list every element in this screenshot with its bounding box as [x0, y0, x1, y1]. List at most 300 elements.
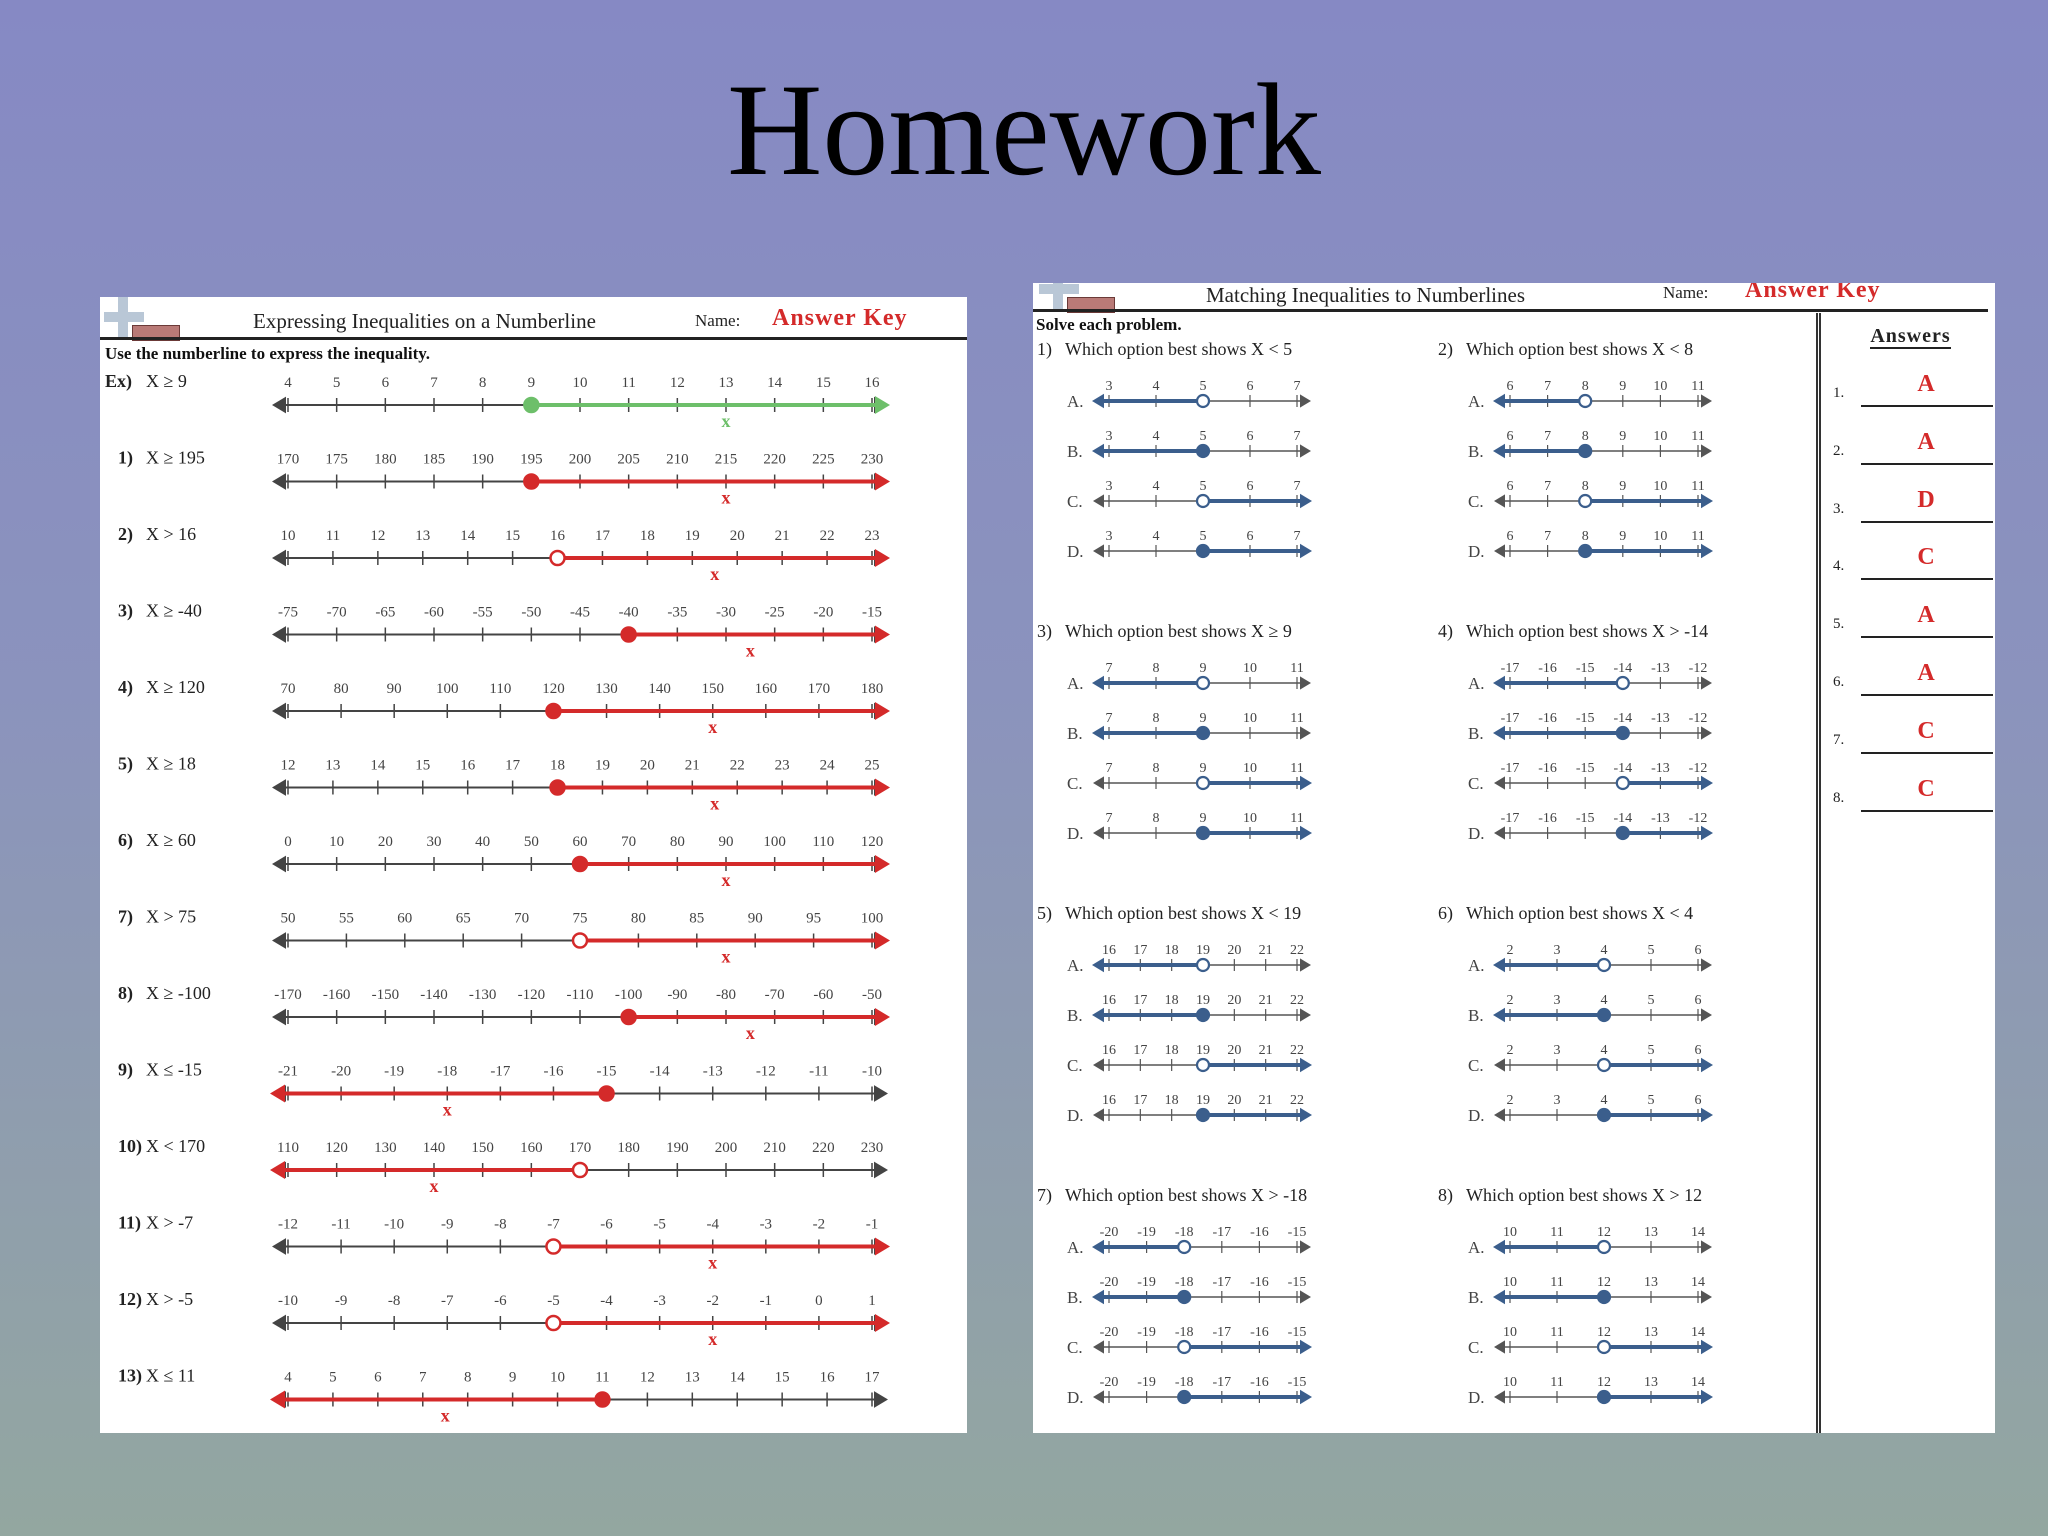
solution-arrow-icon	[270, 1391, 285, 1409]
tick-label: -18	[1174, 1275, 1194, 1290]
answer-number: 8.	[1833, 789, 1845, 806]
answer-underline	[1861, 694, 1993, 696]
tick-label: 205	[617, 451, 640, 468]
problem-number: 5)	[1037, 903, 1052, 923]
right-arrow-icon	[874, 1085, 888, 1102]
tick-label: 20	[1227, 1043, 1242, 1058]
tick-label: -12	[1688, 661, 1708, 676]
right-arrow-icon	[1701, 958, 1712, 971]
solution-x-mark: x	[745, 1023, 755, 1043]
inequality-text: X ≥ -40	[146, 600, 202, 621]
solution-x-mark: x	[710, 793, 720, 814]
option-letter: C.	[1468, 492, 1484, 511]
tick-label: 6	[1506, 479, 1514, 494]
closed-point	[551, 781, 565, 795]
answer-value: A	[1917, 602, 1935, 629]
problem-number: 2)	[1438, 339, 1453, 359]
tick-label: 7	[1544, 379, 1552, 394]
tick-label: 1	[868, 1293, 876, 1309]
tick-label: -120	[517, 987, 546, 1003]
tick-label: 20	[377, 834, 393, 850]
tick-label: 13	[1644, 1225, 1658, 1240]
right-arrow-icon	[1701, 444, 1712, 457]
tick-label: 5	[1199, 479, 1207, 494]
solution-arrow-icon	[1493, 676, 1505, 690]
tick-label: 5	[1199, 379, 1207, 394]
tick-label: 3	[1553, 1093, 1561, 1108]
answer-option	[1067, 1043, 1312, 1075]
inequality-text: X > -5	[146, 1289, 194, 1309]
tick-label: 6	[1506, 379, 1514, 394]
tick-label: -12	[755, 1063, 776, 1080]
tick-label: -16	[1250, 1375, 1269, 1390]
question-text: Which option best shows X < 4	[1466, 903, 1694, 923]
tick-label: -1	[865, 1216, 879, 1233]
tick-label: -15	[1287, 1375, 1307, 1390]
solution-arrow-icon	[1300, 1108, 1312, 1122]
right-arrow-icon	[1300, 444, 1311, 457]
tick-label: -6	[494, 1293, 507, 1309]
name-label: Name:	[695, 311, 741, 330]
tick-label: 200	[714, 1140, 738, 1156]
tick-label: -8	[387, 1293, 401, 1309]
closed-point	[1617, 727, 1629, 739]
answer-option	[1468, 1225, 1712, 1257]
answer-number: 2.	[1833, 442, 1845, 459]
numberline-problem	[118, 907, 890, 967]
solution-x-mark: x	[708, 1252, 718, 1273]
tick-label: -100	[614, 987, 643, 1003]
tick-label: 11	[1691, 429, 1705, 444]
solution-arrow-icon	[875, 549, 890, 567]
tick-label: -13	[702, 1063, 723, 1080]
closed-point	[622, 1010, 636, 1024]
tick-label: 16	[1102, 943, 1116, 958]
tick-label: -10	[862, 1063, 882, 1080]
tick-label: 9	[1199, 761, 1207, 776]
tick-label: 6	[1694, 943, 1702, 958]
open-point	[1598, 1241, 1610, 1253]
instructions: Solve each problem.	[1036, 315, 1182, 334]
tick-label: -17	[490, 1063, 511, 1080]
option-letter: C.	[1468, 1338, 1484, 1357]
tick-label: 7	[1293, 529, 1301, 544]
solution-arrow-icon	[1701, 776, 1713, 790]
answer-row	[1821, 371, 1995, 411]
tick-label: 90	[747, 910, 763, 927]
answer-value: A	[1917, 428, 1935, 455]
tick-label: 8	[1581, 429, 1589, 444]
answer-number: 6.	[1833, 674, 1845, 690]
tick-label: -6	[600, 1216, 613, 1233]
answer-underline	[1861, 463, 1993, 465]
matching-problem	[1037, 1185, 1312, 1407]
answer-option	[1067, 1375, 1312, 1407]
tick-label: -9	[334, 1293, 348, 1309]
open-point	[1579, 495, 1591, 507]
inequality-text: X ≥ 120	[146, 677, 205, 697]
numberline-problem	[118, 524, 890, 584]
tick-label: -14	[649, 1063, 670, 1080]
tick-label: 120	[325, 1140, 348, 1156]
tick-label: 13	[684, 1369, 700, 1386]
tick-label: 14	[729, 1369, 745, 1386]
answer-value: C	[1917, 544, 1935, 571]
tick-label: 22	[1290, 943, 1304, 958]
open-point	[1598, 959, 1610, 971]
solution-arrow-icon	[1701, 826, 1713, 840]
closed-point	[595, 1393, 609, 1407]
numberline-problem	[105, 371, 890, 431]
answer-number: 4.	[1833, 558, 1845, 575]
answer-option	[1067, 761, 1312, 793]
tick-label: 3	[1105, 529, 1113, 544]
tick-label: 15	[505, 528, 521, 544]
problem-number: 7)	[1037, 1185, 1052, 1205]
tick-label: 190	[471, 451, 494, 468]
tick-label: 50	[523, 834, 539, 850]
tick-label: 11	[1550, 1325, 1564, 1340]
right-arrow-icon	[1300, 1008, 1311, 1021]
answer-option	[1468, 1275, 1712, 1307]
tick-label: -20	[1099, 1375, 1119, 1390]
tick-label: 18	[1164, 943, 1179, 958]
solution-arrow-icon	[1300, 1390, 1312, 1404]
open-point	[1178, 1341, 1190, 1353]
tick-label: 10	[1243, 761, 1257, 776]
tick-label: 9	[1619, 379, 1627, 394]
right-arrow-icon	[1701, 394, 1712, 407]
tick-label: 11	[1550, 1275, 1564, 1290]
answer-key-label: Answer Key	[772, 305, 908, 331]
tick-label: -4	[600, 1293, 613, 1309]
question-text: Which option best shows X < 8	[1466, 339, 1694, 359]
tick-label: 170	[568, 1140, 592, 1156]
solution-x-mark: x	[721, 946, 731, 967]
left-arrow-icon	[272, 397, 286, 414]
tick-label: -160	[322, 987, 351, 1003]
option-letter: B.	[1067, 1288, 1083, 1307]
solution-arrow-icon	[875, 779, 890, 797]
tick-label: 230	[860, 1140, 884, 1156]
tick-label: 19	[1196, 943, 1210, 958]
answer-option	[1468, 479, 1713, 511]
closed-point	[1598, 1009, 1610, 1021]
solution-arrow-icon	[875, 626, 890, 644]
answer-option	[1067, 711, 1311, 743]
tick-label: -16	[1250, 1225, 1269, 1240]
closed-point	[1178, 1291, 1190, 1303]
tick-label: -8	[494, 1216, 507, 1233]
tick-label: 10	[1653, 529, 1668, 544]
tick-label: 9	[1619, 529, 1627, 544]
solution-arrow-icon	[1092, 394, 1104, 408]
answer-underline	[1861, 752, 1993, 754]
tick-label: 210	[763, 1140, 786, 1156]
tick-label: 14	[1691, 1325, 1705, 1340]
solution-arrow-icon	[875, 473, 890, 491]
answer-option	[1468, 1325, 1713, 1357]
tick-label: -16	[1538, 661, 1557, 676]
tick-label: -70	[764, 987, 785, 1003]
answer-row	[1821, 718, 1995, 758]
left-arrow-icon	[1494, 776, 1505, 789]
name-label: Name:	[1663, 283, 1709, 302]
solution-x-mark: x	[708, 1329, 718, 1349]
solution-x-mark: x	[721, 487, 731, 508]
tick-label: 15	[415, 757, 431, 774]
numberline-problem	[118, 1366, 888, 1426]
solution-arrow-icon	[1092, 958, 1104, 972]
tick-label: -4	[706, 1216, 719, 1233]
tick-label: -19	[1137, 1375, 1156, 1390]
tick-label: 16	[460, 757, 476, 774]
solution-arrow-icon	[1493, 958, 1505, 972]
solution-arrow-icon	[875, 855, 890, 873]
tick-label: 17	[505, 757, 521, 774]
tick-label: 4	[1152, 529, 1160, 544]
option-letter: C.	[1468, 774, 1484, 793]
problem-number: 3)	[1037, 621, 1052, 641]
tick-label: -17	[1212, 1375, 1232, 1390]
closed-point	[1598, 1391, 1610, 1403]
tick-label: 4	[1152, 479, 1160, 494]
open-point	[1197, 495, 1209, 507]
tick-label: 19	[1196, 1093, 1210, 1108]
numberline-problem	[118, 448, 890, 508]
tick-label: 70	[280, 681, 296, 697]
tick-label: -150	[371, 987, 400, 1003]
left-arrow-icon	[272, 1315, 286, 1332]
inequality-text: X ≥ 9	[146, 371, 187, 391]
option-letter: B.	[1468, 724, 1484, 743]
tick-label: -19	[1137, 1225, 1156, 1240]
tick-label: 8	[1152, 711, 1160, 726]
tick-label: 16	[1102, 1093, 1116, 1108]
open-point	[1197, 395, 1209, 407]
solution-arrow-icon	[1701, 1340, 1713, 1354]
answer-option	[1067, 943, 1311, 975]
tick-label: 18	[550, 757, 566, 774]
answer-underline	[1861, 405, 1993, 407]
tick-label: -16	[1538, 761, 1557, 776]
solution-arrow-icon	[1701, 544, 1713, 558]
answer-option	[1468, 1375, 1713, 1407]
tick-label: -75	[278, 604, 298, 621]
left-arrow-icon	[272, 932, 286, 949]
left-arrow-icon	[272, 1238, 286, 1255]
solution-x-mark: x	[442, 1099, 452, 1120]
closed-point	[1197, 827, 1209, 839]
tick-label: 6	[1246, 479, 1254, 494]
tick-label: 3	[1553, 1043, 1561, 1058]
option-letter: D.	[1067, 824, 1084, 843]
tick-label: -15	[862, 604, 882, 621]
tick-label: 13	[325, 757, 341, 774]
left-arrow-icon	[1093, 1340, 1104, 1353]
right-arrow-icon	[1701, 1008, 1712, 1021]
answer-number: 3.	[1833, 500, 1845, 517]
tick-label: 5	[329, 1369, 337, 1386]
tick-label: 5	[1199, 429, 1207, 444]
solution-arrow-icon	[1493, 726, 1505, 740]
tick-label: 12	[1597, 1325, 1611, 1340]
option-letter: B.	[1468, 1006, 1484, 1025]
tick-label: 18	[1164, 993, 1179, 1008]
tick-label: -10	[384, 1216, 405, 1233]
tick-label: -17	[1212, 1325, 1232, 1340]
tick-label: 22	[729, 757, 745, 774]
solution-x-mark: x	[708, 717, 718, 737]
problem-number: 13)	[118, 1365, 142, 1386]
right-arrow-icon	[1300, 726, 1311, 739]
worksheet-title: Expressing Inequalities on a Numberline	[253, 309, 596, 333]
tick-label: 110	[812, 834, 835, 850]
tick-label: -16	[1538, 811, 1557, 826]
open-point	[1197, 677, 1209, 689]
tick-label: -15	[1575, 811, 1595, 826]
tick-label: 13	[415, 528, 431, 544]
tick-label: 5	[1647, 993, 1655, 1008]
solution-arrow-icon	[1300, 1340, 1312, 1354]
tick-label: 10	[1243, 661, 1257, 676]
tick-label: 6	[1246, 379, 1254, 394]
tick-label: 19	[594, 757, 610, 774]
tick-label: -17	[1500, 661, 1520, 676]
tick-label: 23	[774, 757, 790, 774]
right-arrow-icon	[1701, 726, 1712, 739]
answer-option	[1067, 429, 1311, 461]
tick-label: 8	[1581, 529, 1589, 544]
tick-label: 21	[1258, 1093, 1273, 1108]
answers-column	[1816, 313, 1995, 1433]
tick-label: 11	[1691, 379, 1705, 394]
option-letter: D.	[1468, 824, 1485, 843]
tick-label: 22	[1290, 1093, 1304, 1108]
open-point	[1598, 1059, 1610, 1071]
answer-option	[1468, 379, 1712, 411]
tick-label: -90	[667, 987, 688, 1003]
option-letter: A.	[1468, 956, 1485, 975]
answer-option	[1067, 1225, 1311, 1257]
answer-option	[1067, 1275, 1311, 1307]
inequality-text: X > 75	[146, 906, 197, 927]
matching-problem	[1438, 903, 1713, 1125]
tick-label: -20	[1099, 1325, 1119, 1340]
tick-label: 140	[422, 1140, 446, 1156]
tick-label: 200	[568, 451, 592, 468]
inequality-text: X < 170	[146, 1136, 206, 1156]
solution-arrow-icon	[875, 1314, 890, 1332]
tick-label: -16	[543, 1063, 564, 1080]
tick-label: 11	[1691, 479, 1705, 494]
tick-label: 40	[475, 834, 491, 850]
tick-label: 10	[550, 1369, 566, 1386]
tick-label: -15	[1287, 1225, 1307, 1240]
tick-label: 100	[436, 681, 459, 697]
tick-label: 13	[1644, 1275, 1658, 1290]
option-letter: D.	[1468, 1388, 1485, 1407]
tick-label: -5	[547, 1293, 560, 1309]
problem-number: 1)	[118, 447, 133, 468]
tick-label: 195	[520, 451, 543, 468]
tick-label: -12	[278, 1216, 298, 1233]
tick-label: 16	[819, 1369, 835, 1386]
left-arrow-icon	[1093, 494, 1104, 507]
problem-number: 1)	[1037, 339, 1052, 359]
matching-problem	[1438, 1185, 1713, 1407]
tick-label: -14	[1613, 661, 1633, 676]
solution-arrow-icon	[1701, 494, 1713, 508]
tick-label: -21	[278, 1063, 298, 1080]
closed-point	[1598, 1291, 1610, 1303]
answer-option	[1468, 993, 1712, 1025]
tick-label: 20	[1227, 943, 1242, 958]
tick-label: 11	[595, 1369, 610, 1386]
numberline-problems	[100, 297, 967, 1433]
closed-point	[1197, 1109, 1209, 1121]
solution-arrow-icon	[1701, 1390, 1713, 1404]
tick-label: -14	[1613, 811, 1633, 826]
tick-label: 7	[1105, 761, 1113, 776]
problem-number: 2)	[118, 524, 133, 544]
tick-label: -50	[521, 604, 542, 621]
left-arrow-icon	[1494, 544, 1505, 557]
tick-label: 3	[1105, 379, 1113, 394]
tick-label: 17	[1133, 1043, 1148, 1058]
tick-label: -80	[716, 987, 736, 1003]
tick-label: 19	[1196, 993, 1210, 1008]
answer-option	[1067, 1325, 1312, 1357]
open-point	[573, 934, 587, 948]
answer-option	[1468, 1043, 1713, 1075]
option-letter: D.	[1468, 1106, 1485, 1125]
option-letter: B.	[1468, 1288, 1484, 1307]
tick-label: 4	[1600, 1043, 1608, 1058]
solution-arrow-icon	[1300, 1058, 1312, 1072]
answer-value: A	[1917, 660, 1935, 686]
tick-label: -2	[812, 1216, 826, 1233]
answer-underline	[1861, 578, 1993, 580]
numberline-problem	[118, 830, 890, 890]
tick-label: 11	[621, 375, 636, 391]
tick-label: 13	[718, 375, 734, 391]
tick-label: 7	[1293, 479, 1301, 494]
tick-label: 21	[1258, 993, 1273, 1008]
tick-label: 10	[329, 834, 345, 850]
open-point	[546, 1240, 560, 1254]
tick-label: 16	[550, 528, 566, 544]
tick-label: -15	[1287, 1325, 1307, 1340]
tick-label: 5	[332, 375, 341, 391]
tick-label: -7	[547, 1216, 560, 1233]
tick-label: 19	[1196, 1043, 1210, 1058]
option-letter: A.	[1468, 392, 1485, 411]
tick-label: -12	[1688, 711, 1708, 726]
tick-label: 2	[1506, 1093, 1514, 1108]
tick-label: 160	[520, 1140, 543, 1156]
tick-label: 30	[426, 834, 442, 850]
tick-label: -20	[813, 604, 834, 621]
matching-problem	[1438, 339, 1713, 561]
numberline-problem	[118, 1136, 888, 1196]
tick-label: 10	[1503, 1375, 1517, 1390]
problem-number: 9)	[118, 1059, 133, 1080]
tick-label: 25	[864, 757, 880, 774]
solution-x-mark: x	[440, 1405, 450, 1426]
option-letter: C.	[1067, 492, 1083, 511]
tick-label: 14	[1691, 1225, 1705, 1240]
